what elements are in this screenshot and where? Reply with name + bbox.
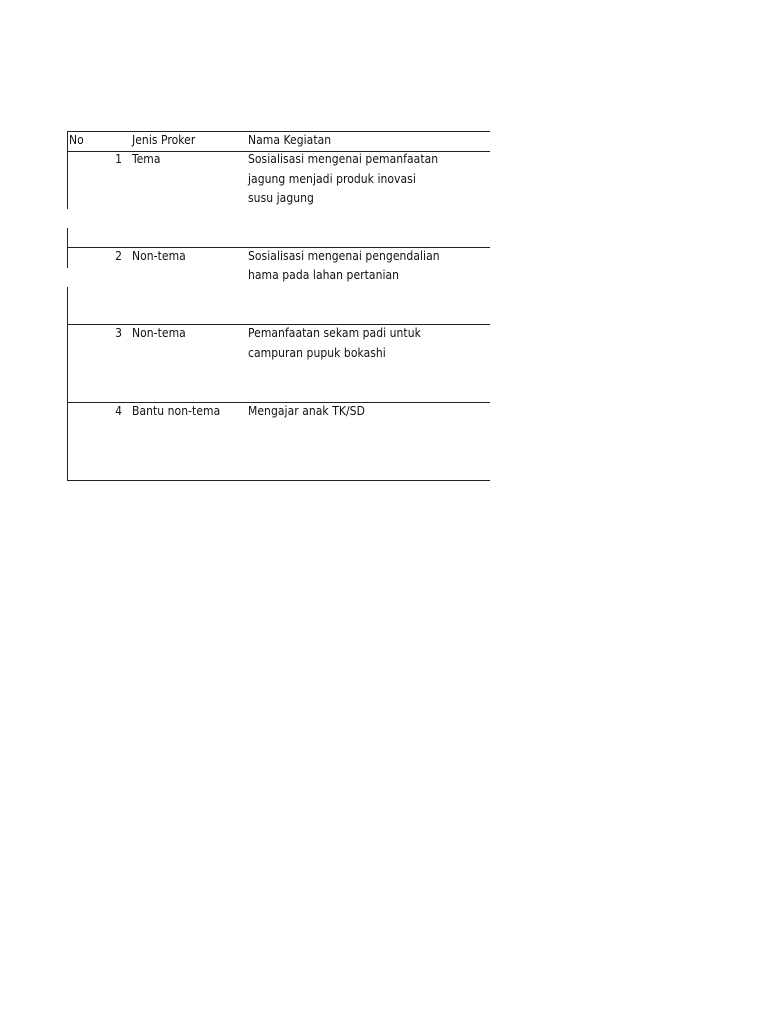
header-jenis-proker: Jenis Proker — [132, 133, 196, 147]
row-1-nama-kegiatan-line-1: Sosialisasi mengenai pemanfaatan — [248, 152, 439, 166]
row-4-no: 4 — [115, 404, 122, 418]
row-1-nama-kegiatan-line-2: jagung menjadi produk inovasi — [248, 172, 416, 186]
row-3-nama-kegiatan-line-2: campuran pupuk bokashi — [248, 346, 386, 360]
header-nama-kegiatan: Nama Kegiatan — [248, 133, 332, 147]
header-no: No — [69, 133, 84, 147]
row-3-jenis-proker: Non-tema — [132, 326, 186, 340]
row-1-nama-kegiatan-line-3: susu jagung — [248, 191, 314, 205]
row-2-nama-kegiatan-line-2: hama pada lahan pertanian — [248, 268, 400, 282]
row-1-no: 1 — [115, 152, 122, 166]
row-2-no: 2 — [115, 249, 122, 263]
row-3-nama-kegiatan-line-1: Pemanfaatan sekam padi untuk — [248, 326, 421, 340]
row-3-no: 3 — [115, 326, 122, 340]
left-border-segment — [67, 131, 68, 209]
row-2-jenis-proker: Non-tema — [132, 249, 186, 263]
left-border-segment — [67, 287, 68, 481]
row-2-nama-kegiatan-line-1: Sosialisasi mengenai pengendalian — [248, 249, 440, 263]
table-bottom-border — [67, 480, 490, 481]
row-4-nama-kegiatan-line-1: Mengajar anak TK/SD — [248, 404, 365, 418]
row-4-jenis-proker: Bantu non-tema — [132, 404, 221, 418]
left-border-segment — [67, 228, 68, 268]
row-1-jenis-proker: Tema — [132, 152, 161, 166]
